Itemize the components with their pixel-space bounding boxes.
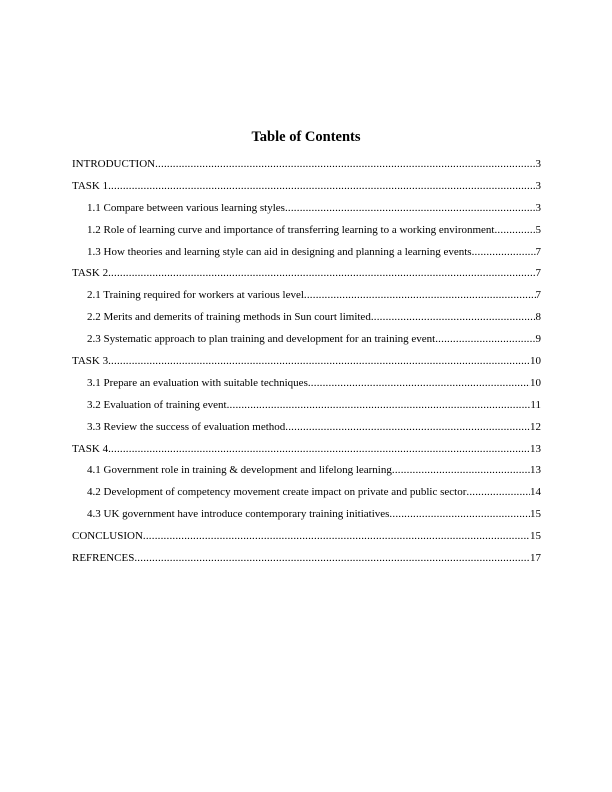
table-of-contents bbox=[72, 158, 541, 574]
toc-dot-leader bbox=[371, 311, 536, 323]
toc-entry-label: 4.1 Government role in training & development and lifelong learning bbox=[87, 464, 392, 477]
toc-entry-page: 13 bbox=[530, 464, 541, 477]
toc-entry-page: 5 bbox=[535, 223, 541, 236]
toc-entry-label: TASK 3 bbox=[72, 355, 109, 368]
toc-entry-page: 15 bbox=[530, 530, 541, 543]
toc-entry-page: 3 bbox=[535, 158, 541, 170]
toc-entry-page: 7 bbox=[535, 245, 541, 258]
toc-dot-leader bbox=[285, 421, 530, 433]
toc-entry[interactable] bbox=[72, 464, 541, 486]
toc-entry[interactable] bbox=[72, 399, 541, 421]
toc-entry-page: 3 bbox=[535, 179, 541, 192]
toc-entry[interactable] bbox=[72, 377, 541, 399]
toc-entry[interactable] bbox=[72, 530, 541, 552]
toc-entry-label: 2.3 Systematic approach to plan training and development for an training event bbox=[87, 333, 436, 346]
toc-entry-label: 2.2 Merits and demerits of training methods in Sun court limited bbox=[87, 311, 371, 324]
toc-entry[interactable] bbox=[72, 421, 541, 443]
toc-entry-label: 3.2 Evaluation of training event bbox=[87, 398, 227, 411]
toc-entry[interactable] bbox=[72, 443, 541, 465]
toc-entry[interactable] bbox=[72, 508, 541, 530]
toc-entry[interactable] bbox=[72, 224, 541, 246]
toc-entry[interactable] bbox=[72, 355, 541, 377]
toc-entry-label: 4.2 Development of competency movement create impact on private and public sector bbox=[87, 486, 467, 499]
toc-entry[interactable] bbox=[72, 289, 541, 311]
toc-entry-label: TASK 2 bbox=[72, 267, 109, 280]
toc-entry[interactable] bbox=[72, 202, 541, 224]
toc-dot-leader bbox=[227, 399, 531, 411]
toc-entry-label: 4.3 UK government have introduce contemporary training initiatives bbox=[87, 508, 390, 521]
toc-dot-leader bbox=[392, 464, 530, 476]
toc-entry-page: 13 bbox=[530, 442, 541, 455]
toc-entry-page: 14 bbox=[530, 486, 541, 499]
toc-dot-leader bbox=[108, 180, 535, 192]
toc-entry-page: 10 bbox=[530, 355, 541, 368]
toc-entry[interactable] bbox=[72, 158, 541, 180]
toc-entry[interactable] bbox=[72, 552, 541, 574]
toc-dot-leader bbox=[143, 530, 530, 542]
toc-entry-label: 2.1 Training required for workers at various level bbox=[87, 289, 304, 302]
toc-entry-page: 17 bbox=[530, 552, 541, 565]
toc-dot-leader bbox=[155, 158, 535, 170]
toc-entry-label: CONCLUSION bbox=[72, 530, 143, 543]
toc-dot-leader bbox=[472, 246, 536, 258]
toc-dot-leader bbox=[108, 267, 535, 279]
toc-entry-page: 10 bbox=[530, 376, 541, 389]
toc-entry-label: 1.1 Compare between various learning styles bbox=[87, 201, 285, 214]
toc-entry[interactable] bbox=[72, 180, 541, 202]
toc-dot-leader bbox=[494, 224, 535, 236]
toc-entry-label: 3.3 Review the success of evaluation method bbox=[87, 420, 286, 433]
toc-entry-label: TASK 4 bbox=[72, 442, 109, 455]
toc-entry[interactable] bbox=[72, 311, 541, 333]
toc-entry-page: 11 bbox=[530, 398, 541, 411]
toc-dot-leader bbox=[466, 486, 530, 498]
toc-dot-leader bbox=[308, 377, 530, 389]
toc-dot-leader bbox=[108, 443, 530, 455]
toc-dot-leader bbox=[134, 552, 530, 564]
toc-title: Table of Contents bbox=[251, 129, 361, 145]
toc-entry-page: 8 bbox=[535, 311, 541, 324]
toc-entry[interactable] bbox=[72, 333, 541, 355]
toc-entry-label: 1.3 How theories and learning style can aid in designing and planning a learning events bbox=[87, 245, 472, 258]
toc-entry-label: INTRODUCTION bbox=[72, 158, 156, 170]
toc-entry-page: 12 bbox=[530, 420, 541, 433]
toc-entry-label: REFRENCES bbox=[72, 552, 135, 565]
toc-entry-page: 7 bbox=[535, 289, 541, 302]
toc-entry[interactable] bbox=[72, 267, 541, 289]
toc-dot-leader bbox=[108, 355, 530, 367]
toc-entry-label: 3.1 Prepare an evaluation with suitable techniques bbox=[87, 376, 308, 389]
toc-dot-leader bbox=[304, 289, 536, 301]
toc-entry-label: TASK 1 bbox=[72, 179, 109, 192]
toc-entry-page: 7 bbox=[535, 267, 541, 280]
toc-entry-page: 9 bbox=[535, 333, 541, 346]
toc-dot-leader bbox=[389, 508, 530, 520]
toc-entry-page: 15 bbox=[530, 508, 541, 521]
toc-dot-leader bbox=[285, 202, 536, 214]
toc-entry-page: 3 bbox=[535, 201, 541, 214]
toc-dot-leader bbox=[435, 333, 535, 345]
toc-entry[interactable] bbox=[72, 246, 541, 268]
toc-entry-label: 1.2 Role of learning curve and importance of transferring learning to a working environment bbox=[87, 223, 495, 236]
toc-entry[interactable] bbox=[72, 486, 541, 508]
